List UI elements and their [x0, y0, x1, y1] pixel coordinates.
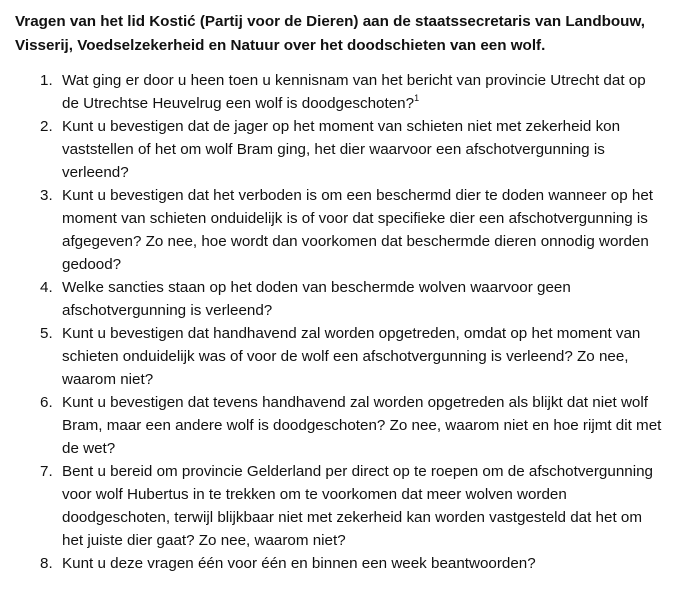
- question-number: 4.: [40, 279, 53, 296]
- question-text: Kunt u bevestigen dat handhavend zal worden opgetreden, omdat op het moment van schieten onduidelijk was of voor de wolf een afschotvergunning is verleend? Zo nee, waarom niet?: [62, 325, 641, 388]
- question-text: Kunt u bevestigen dat tevens handhavend zal worden opgetreden als blijkt dat niet wolf Bram, maar een andere wolf is doodgeschoten? Zo nee, waarom niet en hoe rijmt dit met de wet?: [62, 394, 662, 457]
- document-title: Vragen van het lid Kostić (Partij voor de Dieren) aan de staatssecretaris van Landbouw, Visserij, Voedselzekerheid en Natuur over het doodschieten van een wolf.: [15, 13, 645, 54]
- footnote-marker: 1: [414, 92, 420, 103]
- question-text: Wat ging er door u heen toen u kennisnam van het bericht van provincie Utrecht dat op de Utrechtse Heuvelrug een wolf is doodgeschoten?: [62, 72, 646, 112]
- question-list: [15, 69, 662, 575]
- question-text: Kunt u deze vragen één voor één en binnen een week beantwoorden?: [62, 555, 536, 572]
- question-number: 8.: [40, 555, 53, 572]
- question-item: [15, 552, 662, 575]
- question-number: 7.: [40, 463, 53, 480]
- question-text: Welke sancties staan op het doden van beschermde wolven waarvoor geen afschotvergunning is verleend?: [62, 279, 571, 319]
- question-item: [15, 391, 662, 460]
- question-number: 1.: [40, 72, 53, 89]
- question-number: 2.: [40, 118, 53, 135]
- question-item: [15, 69, 662, 115]
- question-item: [15, 115, 662, 184]
- question-item: [15, 322, 662, 391]
- question-number: 6.: [40, 394, 53, 411]
- question-text: Kunt u bevestigen dat de jager op het moment van schieten niet met zekerheid kon vaststellen of het om wolf Bram ging, het dier waarvoor een afschotvergunning is verleend?: [62, 118, 621, 181]
- question-item: [15, 276, 662, 322]
- question-item: [15, 184, 662, 276]
- question-text: Bent u bereid om provincie Gelderland per direct op te roepen om de afschotvergunning voor wolf Hubertus in te trekken om te voorkomen dat meer wolven worden doodgeschoten, terwijl blijkbaar niet met zekerheid kan worden vastgesteld dat het om het juiste dier gaat? Zo nee, waarom niet?: [62, 463, 653, 549]
- question-number: 3.: [40, 187, 53, 204]
- question-item: [15, 460, 662, 552]
- question-number: 5.: [40, 325, 53, 342]
- question-text: Kunt u bevestigen dat het verboden is om een beschermd dier te doden wanneer op het moment van schieten onduidelijk is of voor dat specifieke dier een afschotvergunning is afgegeven? Zo nee, hoe wordt dan voorkomen dat beschermde dieren onnodig worden gedood?: [62, 187, 654, 273]
